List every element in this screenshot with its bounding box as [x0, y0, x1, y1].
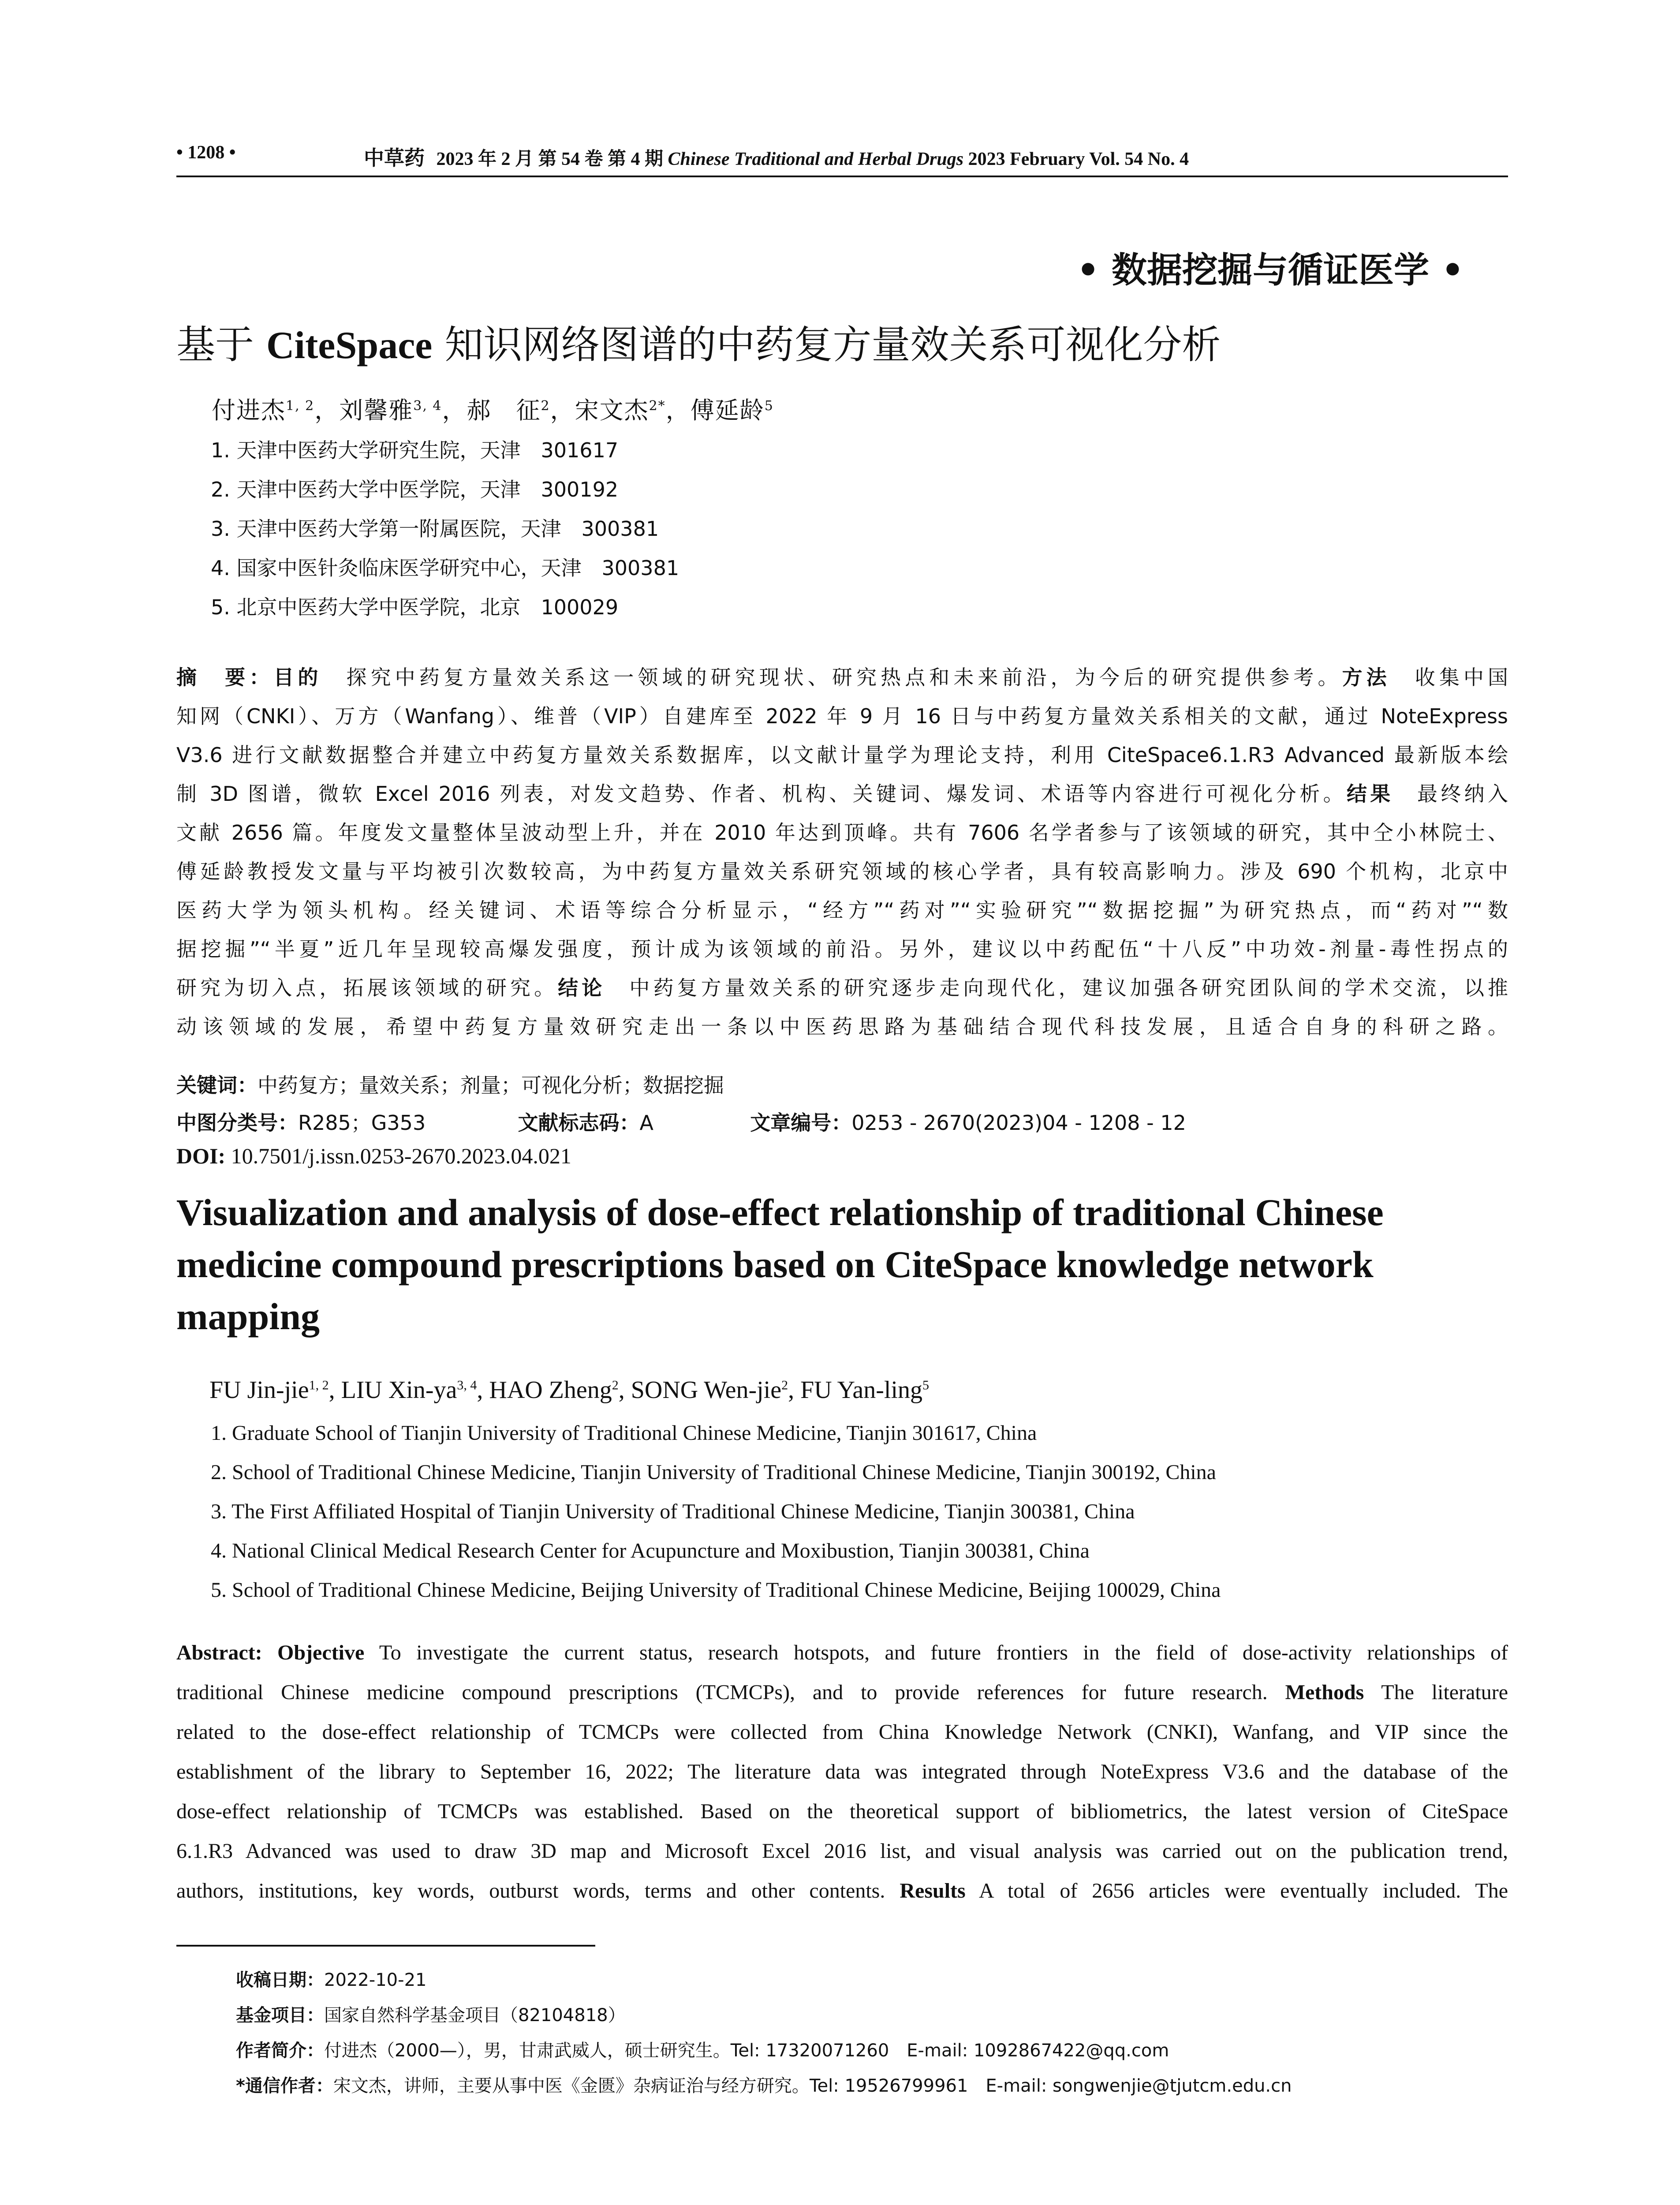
abstract-line: [176, 739, 1508, 768]
author-name: SONG Wen-jie: [631, 1376, 782, 1404]
abstract-section-label: 方法: [1342, 665, 1391, 689]
footnote-label: *通信作者：: [236, 2076, 333, 2096]
abstract-section-label: Results: [900, 1879, 966, 1902]
abstract-text: authors, institutions, key words, outburst words, terms and other contents.: [176, 1879, 900, 1902]
abstract-label: 摘 要：: [176, 665, 274, 689]
footnote-line: [236, 1966, 426, 1991]
header-rule: [176, 176, 1508, 177]
journal-logo-cn: 中草药: [364, 146, 425, 170]
author-name: 刘馨雅: [339, 396, 414, 424]
abstract-text: V3.6 进行文献数据整合并建立中药复方量效关系数据库，以文献计量学为理论支持，利用 CiteSpace6.1.R3 Advanced 最新版本绘: [176, 743, 1508, 767]
title-en: Visualization and analysis of dose-effect relationship of traditional Chinese medicine compound prescriptions based on CiteSpace knowledge network mapping: [176, 1191, 1384, 1338]
footnote-label: 收稿日期：: [236, 1970, 324, 1990]
affiliation-line: 4. National Clinical Medical Research Center for Acupuncture and Moxibustion, Tianjin 300381, China: [211, 1539, 1090, 1562]
footnote-text: 付进杰（2000—），男，甘肃武威人，硕士研究生。Tel: 17320071260 E-mail: 1092867422@qq.com: [324, 2041, 1169, 2061]
footnote-rule: [176, 1945, 595, 1947]
abstract-text: To investigate the current status, research hotspots, and future frontiers in the field of dose-activity relationships of: [364, 1641, 1508, 1664]
journal-name-en: Chinese Traditional and Herbal Drugs: [668, 149, 964, 169]
abstract-section-label: Abstract: Objective: [176, 1641, 365, 1664]
abstract-line: [176, 1760, 1508, 1784]
affiliation-line: 2. School of Traditional Chinese Medicine, Tianjin University of Traditional Chinese Medicine, Tianjin 300192, China: [211, 1461, 1216, 1484]
abstract-line: [176, 700, 1508, 729]
doi-line: DOI: 10.7501/j.issn.0253-2670.2023.04.021: [176, 1144, 571, 1168]
abstract-line: [176, 1680, 1508, 1704]
author-affil-index: 2: [541, 398, 550, 414]
abstract-text: 收集中国: [1390, 665, 1508, 689]
keywords-cn: 关键词：中药复方；量效关系；剂量；可视化分析；数据挖掘: [176, 1073, 724, 1097]
abstract-section-label: Methods: [1285, 1681, 1364, 1704]
abstract-section-label: 结果: [1346, 782, 1394, 806]
authors-en: [209, 1376, 929, 1404]
authors-cn: [212, 392, 774, 426]
abstract-text: 最终纳入: [1393, 782, 1508, 806]
classification-line: 中图分类号：R285；G353 文献标志码：A 文章编号：0253 - 2670(2023)04 - 1208 - 12: [176, 1111, 1186, 1135]
footnote-text: 2022-10-21: [324, 1970, 427, 1990]
author-affil-index: 5: [922, 1378, 930, 1393]
affiliation-line: 3. The First Affiliated Hospital of Tianjin University of Traditional Chinese Medicine, Tianjin 300381, China: [211, 1500, 1135, 1523]
author-affil-index: 3, 4: [457, 1378, 477, 1393]
author-affil-index: 3, 4: [413, 398, 442, 414]
author-separator: ，: [314, 396, 340, 424]
author-name: FU Yan-ling: [800, 1376, 923, 1404]
column-tag: • 数据挖掘与循证医学 •: [1077, 250, 1464, 291]
abstract-line: [176, 778, 1508, 807]
footnote-line: [236, 2072, 1292, 2097]
affiliation-line: 2. 天津中医药大学中医学院，天津 300192: [211, 478, 619, 501]
abstract-text: 据挖掘”“半夏”近几年呈现较高爆发强度，预计成为该领域的前沿。另外，建议以中药配伍“十八反”中功效-剂量-毒性拐点的: [176, 937, 1508, 961]
abstract-line: [176, 972, 1508, 1001]
abstract-text: 傅延龄教授发文量与平均被引次数较高，为中药复方量效关系研究领域的核心学者，具有较高影响力。涉及 690 个机构，北京中: [176, 860, 1508, 883]
abstract-line: [176, 894, 1508, 923]
abstract-text: 探究中药复方量效关系这一领域的研究现状、研究热点和未来前沿，为今后的研究提供参考。: [322, 665, 1342, 689]
abstract-text: traditional Chinese medicine compound prescriptions (TCMCPs), and to provide references for future research.: [176, 1681, 1285, 1704]
abstract-text: dose-effect relationship of TCMCPs was established. Based on the theoretical support of bibliometrics, the latest version of CiteSpace: [176, 1800, 1508, 1823]
abstract-text: 文献 2656 篇。年度发文量整体呈波动型上升，并在 2010 年达到顶峰。共有 7606 名学者参与了该领域的研究，其中仝小林院士、: [176, 821, 1508, 845]
abstract-line: [176, 817, 1508, 846]
author-name: FU Jin-jie: [209, 1376, 309, 1404]
author-affil-index: 5: [764, 398, 774, 414]
abstract-text: related to the dose-effect relationship of TCMCPs were collected from China Knowledge Network (CNKI), Wanfang, and VIP since the: [176, 1720, 1508, 1744]
author-name: HAO Zheng: [489, 1376, 612, 1404]
page-number: • 1208 •: [176, 142, 236, 163]
affiliation-line: 1. Graduate School of Tianjin University of Traditional Chinese Medicine, Tianjin 301617, China: [211, 1421, 1037, 1445]
abstract-section-label: 结论: [558, 976, 606, 1000]
affiliation-line: 5. School of Traditional Chinese Medicine, Beijing University of Traditional Chinese Medicine, Beijing 100029, China: [211, 1578, 1221, 1602]
author-name: 付进杰: [212, 396, 286, 424]
abstract-text: 研究为切入点，拓展该领域的研究。: [176, 976, 558, 1000]
affiliation-line: 4. 国家中医针灸临床医学研究中心，天津 300381: [211, 556, 679, 580]
author-name: 郝 征: [467, 396, 541, 424]
abstract-text: The literature: [1364, 1681, 1508, 1704]
abstract-text: 医药大学为领头机构。经关键词、术语等综合分析显示，“经方”“药对”“实验研究”“数据挖掘”为研究热点，而“药对”“数: [176, 898, 1508, 922]
author-name: 宋文杰: [575, 396, 649, 424]
journal-masthead: [364, 142, 1189, 171]
abstract-section-label: 目的: [273, 665, 322, 689]
abstract-en: [176, 1641, 1508, 1923]
abstract-line: [176, 1720, 1508, 1744]
abstract-line: [176, 1641, 1508, 1665]
title-cn: 基于 CiteSpace 知识网络图谱的中药复方量效关系可视化分析: [176, 322, 1221, 367]
author-separator: ,: [618, 1376, 631, 1404]
affiliation-line: 1. 天津中医药大学研究生院，天津 301617: [211, 438, 619, 462]
abstract-line: [176, 856, 1508, 885]
abstract-text: 制 3D 图谱，微软 Excel 2016 列表，对发文趋势、作者、机构、关键词、爆发词、术语等内容进行可视化分析。: [176, 782, 1347, 806]
footnote-text: 宋文杰，讲师，主要从事中医《金匮》杂病证治与经方研究。Tel: 19526799961 E-mail: songwenjie@tjutcm.edu.cn: [333, 2076, 1292, 2096]
footnote-line: [236, 2001, 626, 2026]
abstract-line: [176, 933, 1508, 962]
abstract-line: [176, 1011, 1508, 1040]
abstract-text: A total of 2656 articles were eventually included. The: [965, 1879, 1508, 1902]
footnote-text: 国家自然科学基金项目（82104818）: [324, 2005, 626, 2026]
author-affil-index: 2: [612, 1378, 619, 1393]
author-name: 傅延龄: [690, 396, 765, 424]
abstract-text: establishment of the library to September 16, 2022; The literature data was integrated through NoteExpress V3.6 and the database of the: [176, 1760, 1508, 1783]
abstract-text: 动该领域的发展，希望中药复方量效研究走出一条以中医药思路为基础结合现代科技发展，且适合自身的科研之路。: [176, 1015, 1508, 1039]
footnote-label: 作者简介：: [236, 2041, 324, 2061]
author-separator: ，: [665, 396, 691, 424]
author-affil-index: 2: [781, 1378, 788, 1393]
abstract-text: 知网（CNKI）、万方（Wanfang）、维普（VIP）自建库至 2022 年 9 月 16 日与中药复方量效关系相关的文献，通过 NoteExpress: [176, 704, 1508, 728]
abstract-line: [176, 662, 1508, 691]
abstract-line: [176, 1799, 1508, 1824]
author-name: LIU Xin-ya: [341, 1376, 457, 1404]
abstract-line: [176, 1839, 1508, 1863]
issue-en: 2023 February Vol. 54 No. 4: [968, 149, 1189, 169]
footnote-label: 基金项目：: [236, 2005, 324, 2026]
author-affil-index: 1, 2: [286, 398, 315, 414]
author-separator: ,: [477, 1376, 489, 1404]
author-separator: ,: [788, 1376, 801, 1404]
abstract-line: [176, 1879, 1508, 1903]
author-separator: ，: [550, 396, 575, 424]
abstract-cn: [176, 662, 1508, 1067]
affiliation-line: 3. 天津中医药大学第一附属医院，天津 300381: [211, 517, 659, 541]
footnote-line: [236, 2037, 1169, 2062]
author-affil-index: 2*: [649, 398, 666, 414]
author-separator: ,: [329, 1376, 341, 1404]
abstract-text: 中药复方量效关系的研究逐步走向现代化，建议加强各研究团队间的学术交流，以推: [605, 976, 1508, 1000]
issue-cn: 2023 年 2 月 第 54 卷 第 4 期: [436, 149, 664, 169]
affiliation-line: 5. 北京中医药大学中医学院，北京 100029: [211, 595, 619, 619]
author-separator: ，: [442, 396, 467, 424]
abstract-text: 6.1.R3 Advanced was used to draw 3D map and Microsoft Excel 2016 list, and visual analysis was carried out on the publication trend,: [176, 1839, 1508, 1863]
author-affil-index: 1, 2: [309, 1378, 329, 1393]
